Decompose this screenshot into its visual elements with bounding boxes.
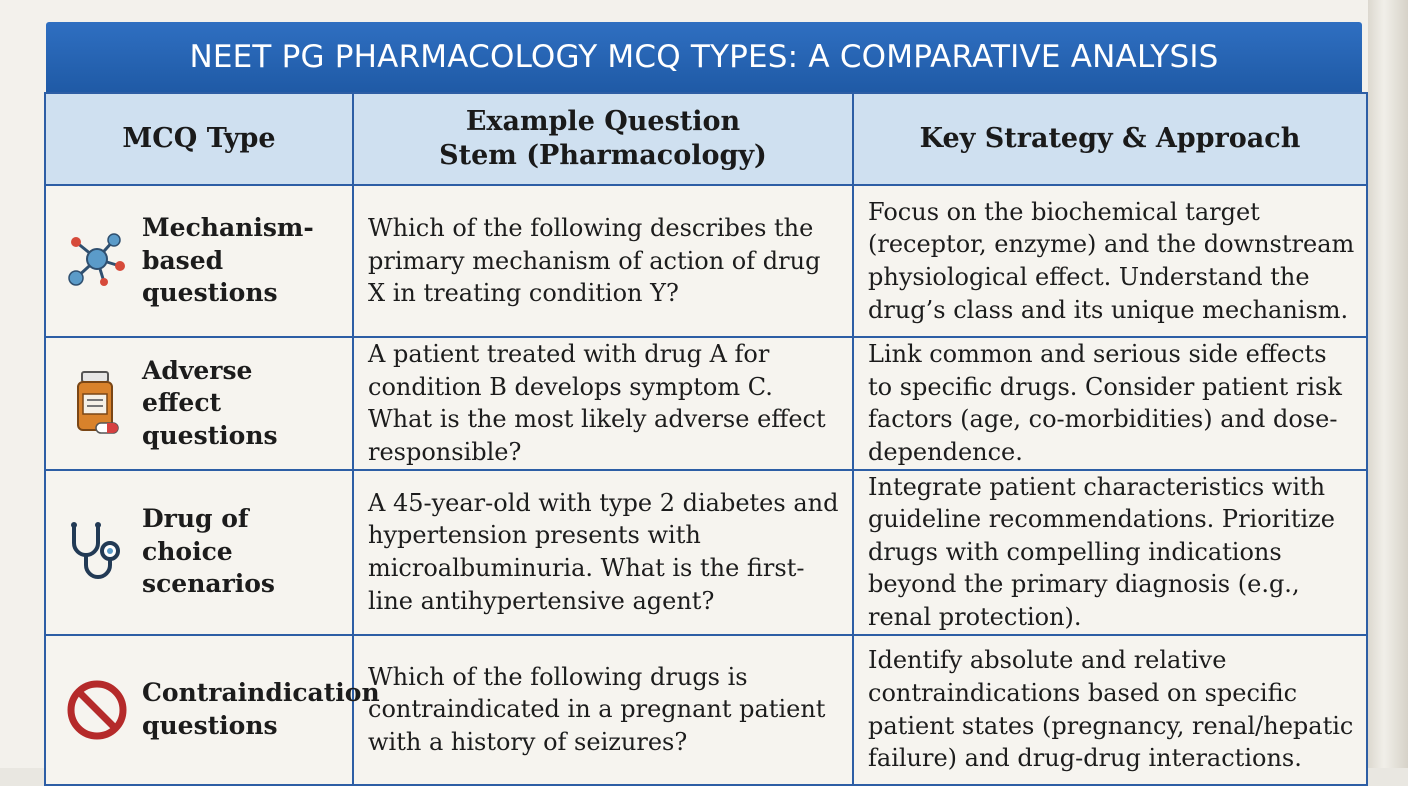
example-stem: A 45-year-old with type 2 diabetes and hypertension presents with microalbuminuria. What is the first-line antihypertensive agent? [353, 470, 853, 635]
molecule-icon [60, 224, 134, 298]
table-row [45, 185, 1367, 337]
header-strategy: Key Strategy & Approach [853, 93, 1367, 185]
example-stem: Which of the following drugs is contraindicated in a pregnant patient with a history of seizures? [353, 635, 853, 785]
page-edge [1368, 0, 1408, 768]
strategy-text: Focus on the biochemical target (receptor, enzyme) and the downstream physiological effect. Understand the drug’s class and its unique mechanism. [853, 185, 1367, 337]
example-stem: A patient treated with drug A for condition B develops symptom C. What is the most likely adverse effect responsible? [353, 337, 853, 470]
type-cell [45, 185, 353, 337]
table-row [45, 635, 1367, 785]
header-example [353, 93, 853, 185]
mcq-type-label: Adverse effect questions [142, 355, 278, 450]
table-header-row [45, 93, 1367, 185]
table-row [45, 470, 1367, 635]
type-cell [45, 470, 353, 635]
mcq-type-label: Mechanism-based questions [142, 213, 314, 308]
table-row [45, 337, 1367, 470]
mcq-type-label: Drug of choice scenarios [142, 504, 275, 599]
strategy-text: Integrate patient characteristics with guideline recommendations. Prioritize drugs with compelling indications beyond the primary diagnosis (e.g., renal protection). [853, 470, 1367, 635]
strategy-text: Identify absolute and relative contraindications based on specific patient states (pregnancy, renal/hepatic failure) and drug-drug interactions. [853, 635, 1367, 785]
pill-bottle-icon [60, 366, 134, 440]
stethoscope-icon [60, 515, 134, 589]
header-example-label: Example Question Stem (Pharmacology) [439, 106, 767, 171]
type-cell [45, 337, 353, 470]
type-cell [45, 635, 380, 785]
strategy-text: Link common and serious side effects to specific drugs. Consider patient risk factors (age, co-morbidities) and dose-dependence. [853, 337, 1367, 470]
mcq-type-label: Contraindication questions [142, 678, 380, 740]
page-title: NEET PG PHARMACOLOGY MCQ TYPES: A COMPARATIVE ANALYSIS [46, 22, 1362, 92]
example-stem: Which of the following describes the primary mechanism of action of drug X in treating condition Y? [353, 185, 853, 337]
header-mcq-type: MCQ Type [45, 93, 353, 185]
comparison-table [44, 92, 1368, 786]
prohibition-icon [60, 673, 134, 747]
